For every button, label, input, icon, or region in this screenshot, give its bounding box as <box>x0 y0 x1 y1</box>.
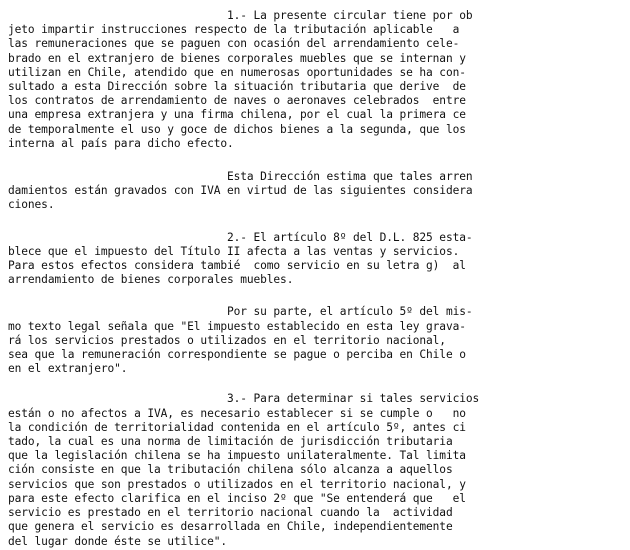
text-line: las remuneraciones que se paguen con ocasión del arrendamiento cele- <box>8 37 460 51</box>
text-line: la condición de territorialidad contenida en el artículo 5º, antes ci <box>8 420 466 434</box>
paragraph-1-intro <box>8 9 620 151</box>
text-line: utilizan en Chile, atendido que en numerosas oportunidades se ha con- <box>8 65 466 79</box>
paragraph-spacer <box>8 287 620 305</box>
text-line: damientos están gravados con IVA en virtud de las siguientes considera <box>8 184 473 198</box>
text-line: servicio es prestado en el territorio nacional cuando la actividad <box>8 506 453 520</box>
text-line: tado, la cual es una norma de limitación de jurisdicción tributaria <box>8 435 453 449</box>
text-line: rá los servicios prestados o utilizados en el territorio nacional, <box>8 333 446 347</box>
text-line: en el extranjero". <box>8 362 128 376</box>
paragraph-4-article-5 <box>8 305 620 376</box>
text-line: de temporalmente el uso y goce de dichos bienes a la segunda, que los <box>8 122 466 136</box>
paragraph-5-territoriality <box>8 392 620 548</box>
text-line: para este efecto clarifica en el inciso 2º que "Se entenderá que el <box>8 491 466 505</box>
text-line: del lugar donde éste se utilice". <box>8 534 227 548</box>
text-line: ción consiste en que la tributación chilena sólo alcanza a aquellos <box>8 463 453 477</box>
paragraph-spacer <box>8 213 620 231</box>
paragraph-3-article-8 <box>8 231 620 288</box>
text-line: están o no afectos a IVA, es necesario establecer si se cumple o no <box>8 406 466 420</box>
text-line: los contratos de arrendamiento de naves o aeronaves celebrados entre <box>8 94 466 108</box>
text-line: que genera el servicio es desarrollada en Chile, independientemente <box>8 520 453 534</box>
text-line: servicios que son prestados o utilizados en el territorio nacional, y <box>8 477 466 491</box>
text-line: ciones. <box>8 198 55 212</box>
text-line: jeto impartir instrucciones respecto de la tributación aplicable a <box>8 23 460 37</box>
text-line: brado en el extranjero de bienes corporales muebles que se internan y <box>8 51 466 65</box>
text-line: Para estos efectos considera tambié como servicio en su letra g) al <box>8 259 466 273</box>
text-line: Por su parte, el artículo 5º del mis- <box>8 305 473 319</box>
text-line: una empresa extranjera y una firma chilena, por el cual la primera ce <box>8 108 466 122</box>
text-line: mo texto legal señala que "El impuesto establecido en esta ley grava- <box>8 319 466 333</box>
text-line: 1.- La presente circular tiene por ob <box>8 9 473 22</box>
text-line: que la legislación chilena se ha impuesto unilateralmente. Tal limita <box>8 449 466 463</box>
text-line: 2.- El artículo 8º del D.L. 825 esta- <box>8 230 473 244</box>
text-line: 3.- Para determinar si tales servicios <box>8 392 480 406</box>
paragraph-spacer <box>8 151 620 170</box>
text-line: blece que el impuesto del Título II afecta a las ventas y servicios. <box>8 244 460 258</box>
text-line: arrendamiento de bienes corporales muebles. <box>8 273 294 287</box>
text-line: Esta Dirección estima que tales arren <box>8 170 473 184</box>
text-line: interna al país para dicho efecto. <box>8 136 234 150</box>
text-line: sultado a esta Dirección sobre la situación tributaria que derive de <box>8 80 466 94</box>
paragraph-2-assessment <box>8 170 620 213</box>
text-line: sea que la remuneración correspondiente se pague o perciba en Chile o <box>8 348 466 362</box>
paragraph-spacer <box>8 376 620 392</box>
